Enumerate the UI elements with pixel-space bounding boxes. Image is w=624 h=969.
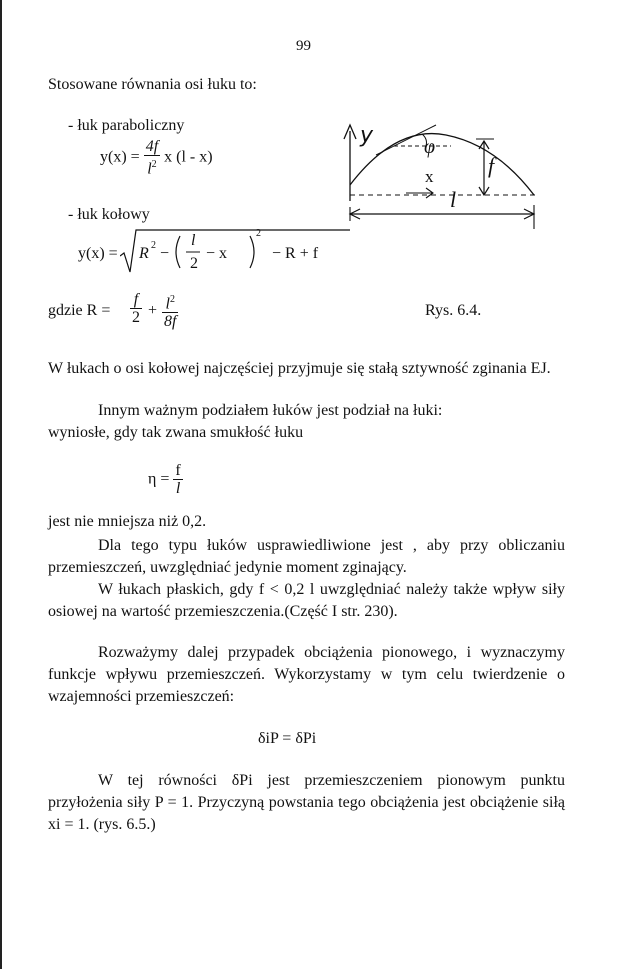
paragraph-2: Innym ważnym podziałem łuków jest podział na łuki: [98, 402, 443, 419]
circular-equation [78, 228, 318, 278]
circular-l: l [191, 232, 196, 249]
arch-curve [350, 134, 534, 195]
radius-f: f [130, 291, 142, 309]
parabolic-fraction [144, 138, 160, 177]
circular-R: R [139, 245, 149, 262]
parabolic-lhs: y(x) = [100, 148, 140, 166]
page-number: 99 [296, 38, 311, 54]
circular-minus: − [160, 245, 170, 262]
circular-lhs: y(x) = [78, 245, 118, 262]
paragraph-8: W tej równości δPi jest przemieszczeniem pionowym punktu przyłożenia siły P = 1. Przyczyną powstania tego obciążenia jest obciążenie siłą xi = 1. (rys. 6.5.) [48, 772, 565, 833]
parabolic-label: - łuk paraboliczny [68, 117, 185, 134]
radius-l: l [165, 295, 170, 313]
parabolic-denominator [144, 156, 160, 177]
paragraph-4: jest nie mniejsza niż 0,2. [48, 513, 207, 530]
radius-l2 [162, 291, 178, 313]
eta-denominator: l [175, 480, 181, 497]
parabolic-den-exp: 2 [151, 159, 157, 170]
circular-paren-exp: 2 [256, 228, 261, 239]
eta-lhs: η = [148, 470, 170, 488]
fig-phi-label: φ [424, 136, 436, 158]
radius-prefix: gdzie R = [48, 302, 111, 319]
eta-numerator: f [175, 462, 181, 479]
parabolic-equation [100, 138, 213, 177]
right-paren [250, 236, 254, 268]
paragraph-1: W łukach o osi kołowej najczęściej przyjmuje się stałą sztywność zginania EJ. [48, 360, 551, 377]
fig-y-label: y [360, 123, 374, 148]
intro-line: Stosowane równania osi łuku to: [48, 76, 257, 93]
circular-x: − x [206, 245, 228, 262]
circular-label: - łuk kołowy [68, 206, 150, 223]
fig-x-label: x [425, 167, 434, 186]
circular-tail: − R + f [272, 245, 319, 262]
paragraph-3: wyniosłe, gdy tak zwana smukłość łuku [48, 424, 304, 441]
eta-equation [148, 462, 183, 497]
radius-fraction-1 [130, 291, 142, 326]
radius-fraction-2 [162, 291, 178, 330]
radius-plus: + [148, 302, 158, 319]
parabolic-numerator: 4f [145, 138, 159, 155]
scan-edge [0, 0, 2, 969]
circular-R-exp: 2 [151, 240, 156, 251]
paragraph-7: Rozważymy dalej przypadek obciążenia pionowego, i wyznaczymy funkcje wpływu przemieszczeń. Wykorzystamy w tym celu twierdzenie o wzajemności przemieszczeń: [48, 644, 565, 705]
eta-fraction [173, 462, 182, 497]
paragraph-6: W łukach płaskich, gdy f < 0,2 l uwzględniać należy także wpływ siły osiowej na wartość przemieszczenia.(Część I str. 230). [48, 581, 565, 620]
left-paren [176, 236, 180, 268]
radius-l-exp: 2 [169, 294, 175, 305]
fig-f-label: f [488, 153, 495, 178]
figure-caption: Rys. 6.4. [425, 302, 482, 319]
radius-equation [48, 289, 248, 335]
delta-equation: δiP = δPi [258, 730, 317, 747]
fig-l-label: l [450, 187, 457, 212]
radius-two: 2 [132, 309, 140, 326]
circular-two: 2 [190, 255, 198, 272]
paragraph-5: Dla tego typu łuków usprawiedliwione jest , aby przy obliczaniu przemieszczeń, uwzględniać jedynie moment zginający. [48, 537, 565, 576]
parabolic-rhs: x (l - x) [164, 148, 213, 166]
radius-den: 8f [164, 313, 177, 331]
parabolic-den-l: l [147, 160, 152, 178]
